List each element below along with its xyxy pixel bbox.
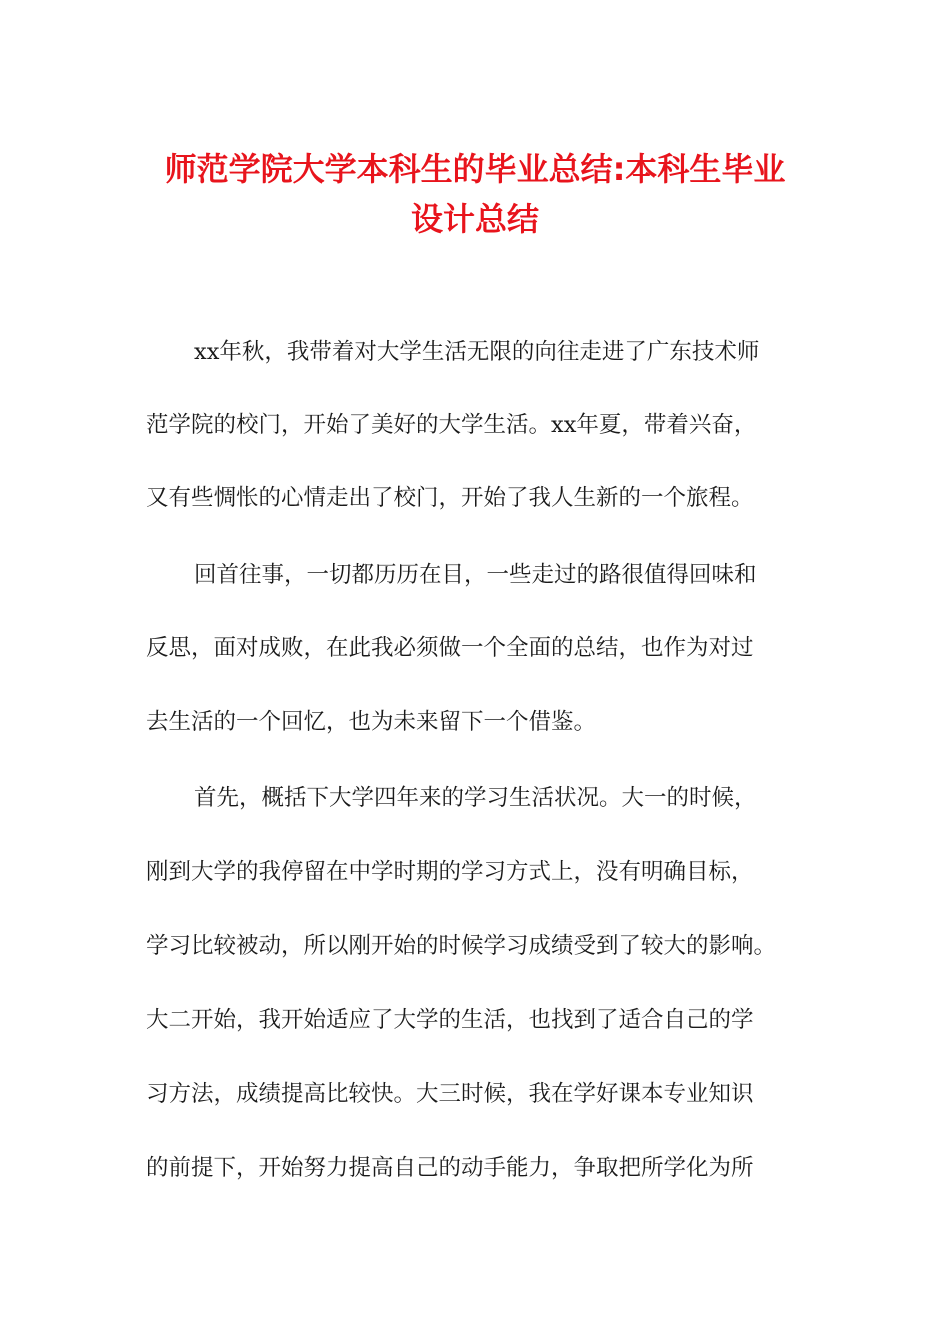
body-line-5: 反思，面对成败，在此我必须做一个全面的总结，也作为对过 [146, 635, 754, 661]
body-line-7: 首先，概括下大学四年来的学习生活状况。大一的时候， [194, 785, 757, 811]
body-line-1: xx年秋，我带着对大学生活无限的向往走进了广东技术师 [194, 339, 760, 365]
document-title-line-1: 师范学院大学本科生的毕业总结:本科生毕业 [164, 150, 786, 188]
body-line-4: 回首往事，一切都历历在目，一些走过的路很值得回味和 [194, 562, 757, 588]
body-line-10: 大二开始，我开始适应了大学的生活，也找到了适合自己的学 [146, 1007, 754, 1033]
body-line-9: 学习比较被动，所以刚开始的时候学习成绩受到了较大的影响。 [146, 933, 777, 959]
body-line-12: 的前提下，开始努力提高自己的动手能力，争取把所学化为所 [146, 1155, 754, 1181]
body-line-2: 范学院的校门，开始了美好的大学生活。xx年夏，带着兴奋， [146, 412, 757, 438]
body-line-6: 去生活的一个回忆，也为未来留下一个借鉴。 [146, 709, 597, 735]
body-line-3: 又有些惆怅的心情走出了校门，开始了我人生新的一个旅程。 [146, 485, 754, 511]
document-title-line-2: 设计总结 [410, 200, 539, 238]
body-line-11: 习方法，成绩提高比较快。大三时候，我在学好课本专业知识 [146, 1081, 754, 1107]
body-line-8: 刚到大学的我停留在中学时期的学习方式上，没有明确目标， [146, 859, 754, 885]
